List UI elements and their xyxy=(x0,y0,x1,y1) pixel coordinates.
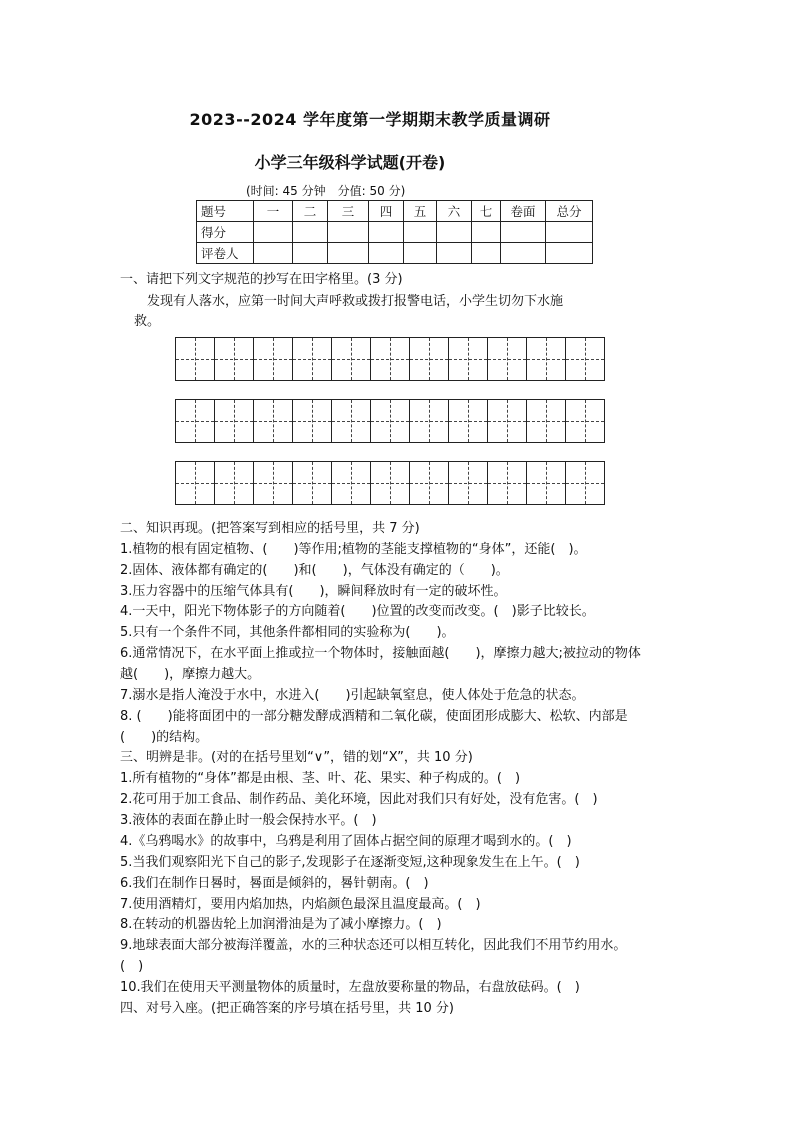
question-line: 1.所有植物的“身体”都是由根、茎、叶、花、果实、种子构成的。( ) xyxy=(120,771,521,786)
score-header-cell: 卷面 xyxy=(501,201,546,222)
question-line: ( ) xyxy=(120,959,144,974)
exam-subtitle: 小学三年级科学试题(开卷) xyxy=(254,153,446,172)
question-line: 2.花可用于加工食品、制作药品、美化环境，因此对我们只有好处，没有危害。( ) xyxy=(120,792,598,807)
question-line: 4.一天中，阳光下物体影子的方向随着( )位置的改变而改变。( )影子比较长。 xyxy=(120,604,595,619)
score-header-cell: 六 xyxy=(437,201,472,222)
score-header-cell: 二 xyxy=(293,201,328,222)
question-line: 7.使用酒精灯，要用内焰加热，内焰颜色最深且温度最高。( ) xyxy=(120,897,481,912)
writing-grid-row[interactable] xyxy=(175,461,605,505)
score-row-label: 得分 xyxy=(197,222,254,243)
question-line: 1.植物的根有固定植物、( )等作用;植物的茎能支撑植物的“身体”，还能( )。 xyxy=(120,542,587,557)
time-info: (时间: 45 分钟 分值: 50 分) xyxy=(246,184,406,198)
score-table-row xyxy=(197,243,593,264)
score-header-cell: 一 xyxy=(254,201,293,222)
question-line: 7.溺水是指人淹没于水中，水进入( )引起缺氧窒息，使人体处于危急的状态。 xyxy=(120,688,585,703)
question-line: 越( )，摩擦力越大。 xyxy=(120,667,261,682)
section4-heading: 四、对号入座。(把正确答案的序号填在括号里，共 10 分) xyxy=(120,1001,454,1016)
score-header-cell: 三 xyxy=(328,201,369,222)
section2-heading: 二、知识再现。(把答案写到相应的括号里，共 7 分) xyxy=(120,521,420,536)
copy-passage-cont: 救。 xyxy=(134,314,161,329)
question-line: 9.地球表面大部分被海洋覆盖，水的三种状态还可以相互转化，因此我们不用节约用水。 xyxy=(120,938,627,953)
writing-grid-row[interactable] xyxy=(175,399,605,443)
copy-passage: 发现有人落水，应第一时间大声呼救或拨打报警电话，小学生切勿下水施 xyxy=(147,294,564,309)
question-line: 10.我们在使用天平测量物体的质量时，左盘放要称量的物品，右盘放砝码。( ) xyxy=(120,980,580,995)
question-line: 6.我们在制作日晷时，晷面是倾斜的，晷针朝南。( ) xyxy=(120,876,429,891)
score-header-cell: 总分 xyxy=(546,201,593,222)
question-line: 3.液体的表面在静止时一般会保持水平。( ) xyxy=(120,813,377,828)
score-table xyxy=(196,200,593,264)
question-line: 8.在转动的机器齿轮上加润滑油是为了减小摩擦力。( ) xyxy=(120,917,442,932)
score-table-row xyxy=(197,222,593,243)
score-table-header-row xyxy=(197,201,593,222)
question-line: 4.《乌鸦喝水》的故事中，乌鸦是利用了固体占据空间的原理才喝到水的。( ) xyxy=(120,834,572,849)
section3-heading: 三、明辨是非。(对的在括号里划“∨”，错的划“X”，共 10 分) xyxy=(120,750,473,765)
score-header-cell: 四 xyxy=(369,201,404,222)
score-header-cell: 五 xyxy=(404,201,437,222)
question-line: 3.压力容器中的压缩气体具有( )，瞬间释放时有一定的破坏性。 xyxy=(120,584,507,599)
question-line: 2.固体、液体都有确定的( )和( )，气体没有确定的（ )。 xyxy=(120,563,509,578)
question-line: 6.通常情况下，在水平面上推或拉一个物体时，接触面越( )，摩擦力越大;被拉动的物体 xyxy=(120,646,641,661)
question-line: 5.只有一个条件不同，其他条件都相同的实验称为( )。 xyxy=(120,625,455,640)
question-line: ( )的结构。 xyxy=(120,730,209,745)
exam-title: 2023--2024 学年度第一学期期末教学质量调研 xyxy=(189,110,551,129)
score-row-label: 评卷人 xyxy=(197,243,254,264)
score-header-cell: 题号 xyxy=(197,201,254,222)
question-line: 8. ( )能将面团中的一部分糖发酵成酒精和二氧化碳，使面团形成膨大、松软、内部是 xyxy=(120,709,628,724)
writing-grid-row[interactable] xyxy=(175,337,605,381)
question-line: 5.当我们观察阳光下自己的影子,发现影子在逐渐变短,这种现象发生在上午。( ) xyxy=(120,855,580,870)
section1-heading: 一、请把下列文字规范的抄写在田字格里。(3 分) xyxy=(120,272,403,287)
score-header-cell: 七 xyxy=(472,201,501,222)
